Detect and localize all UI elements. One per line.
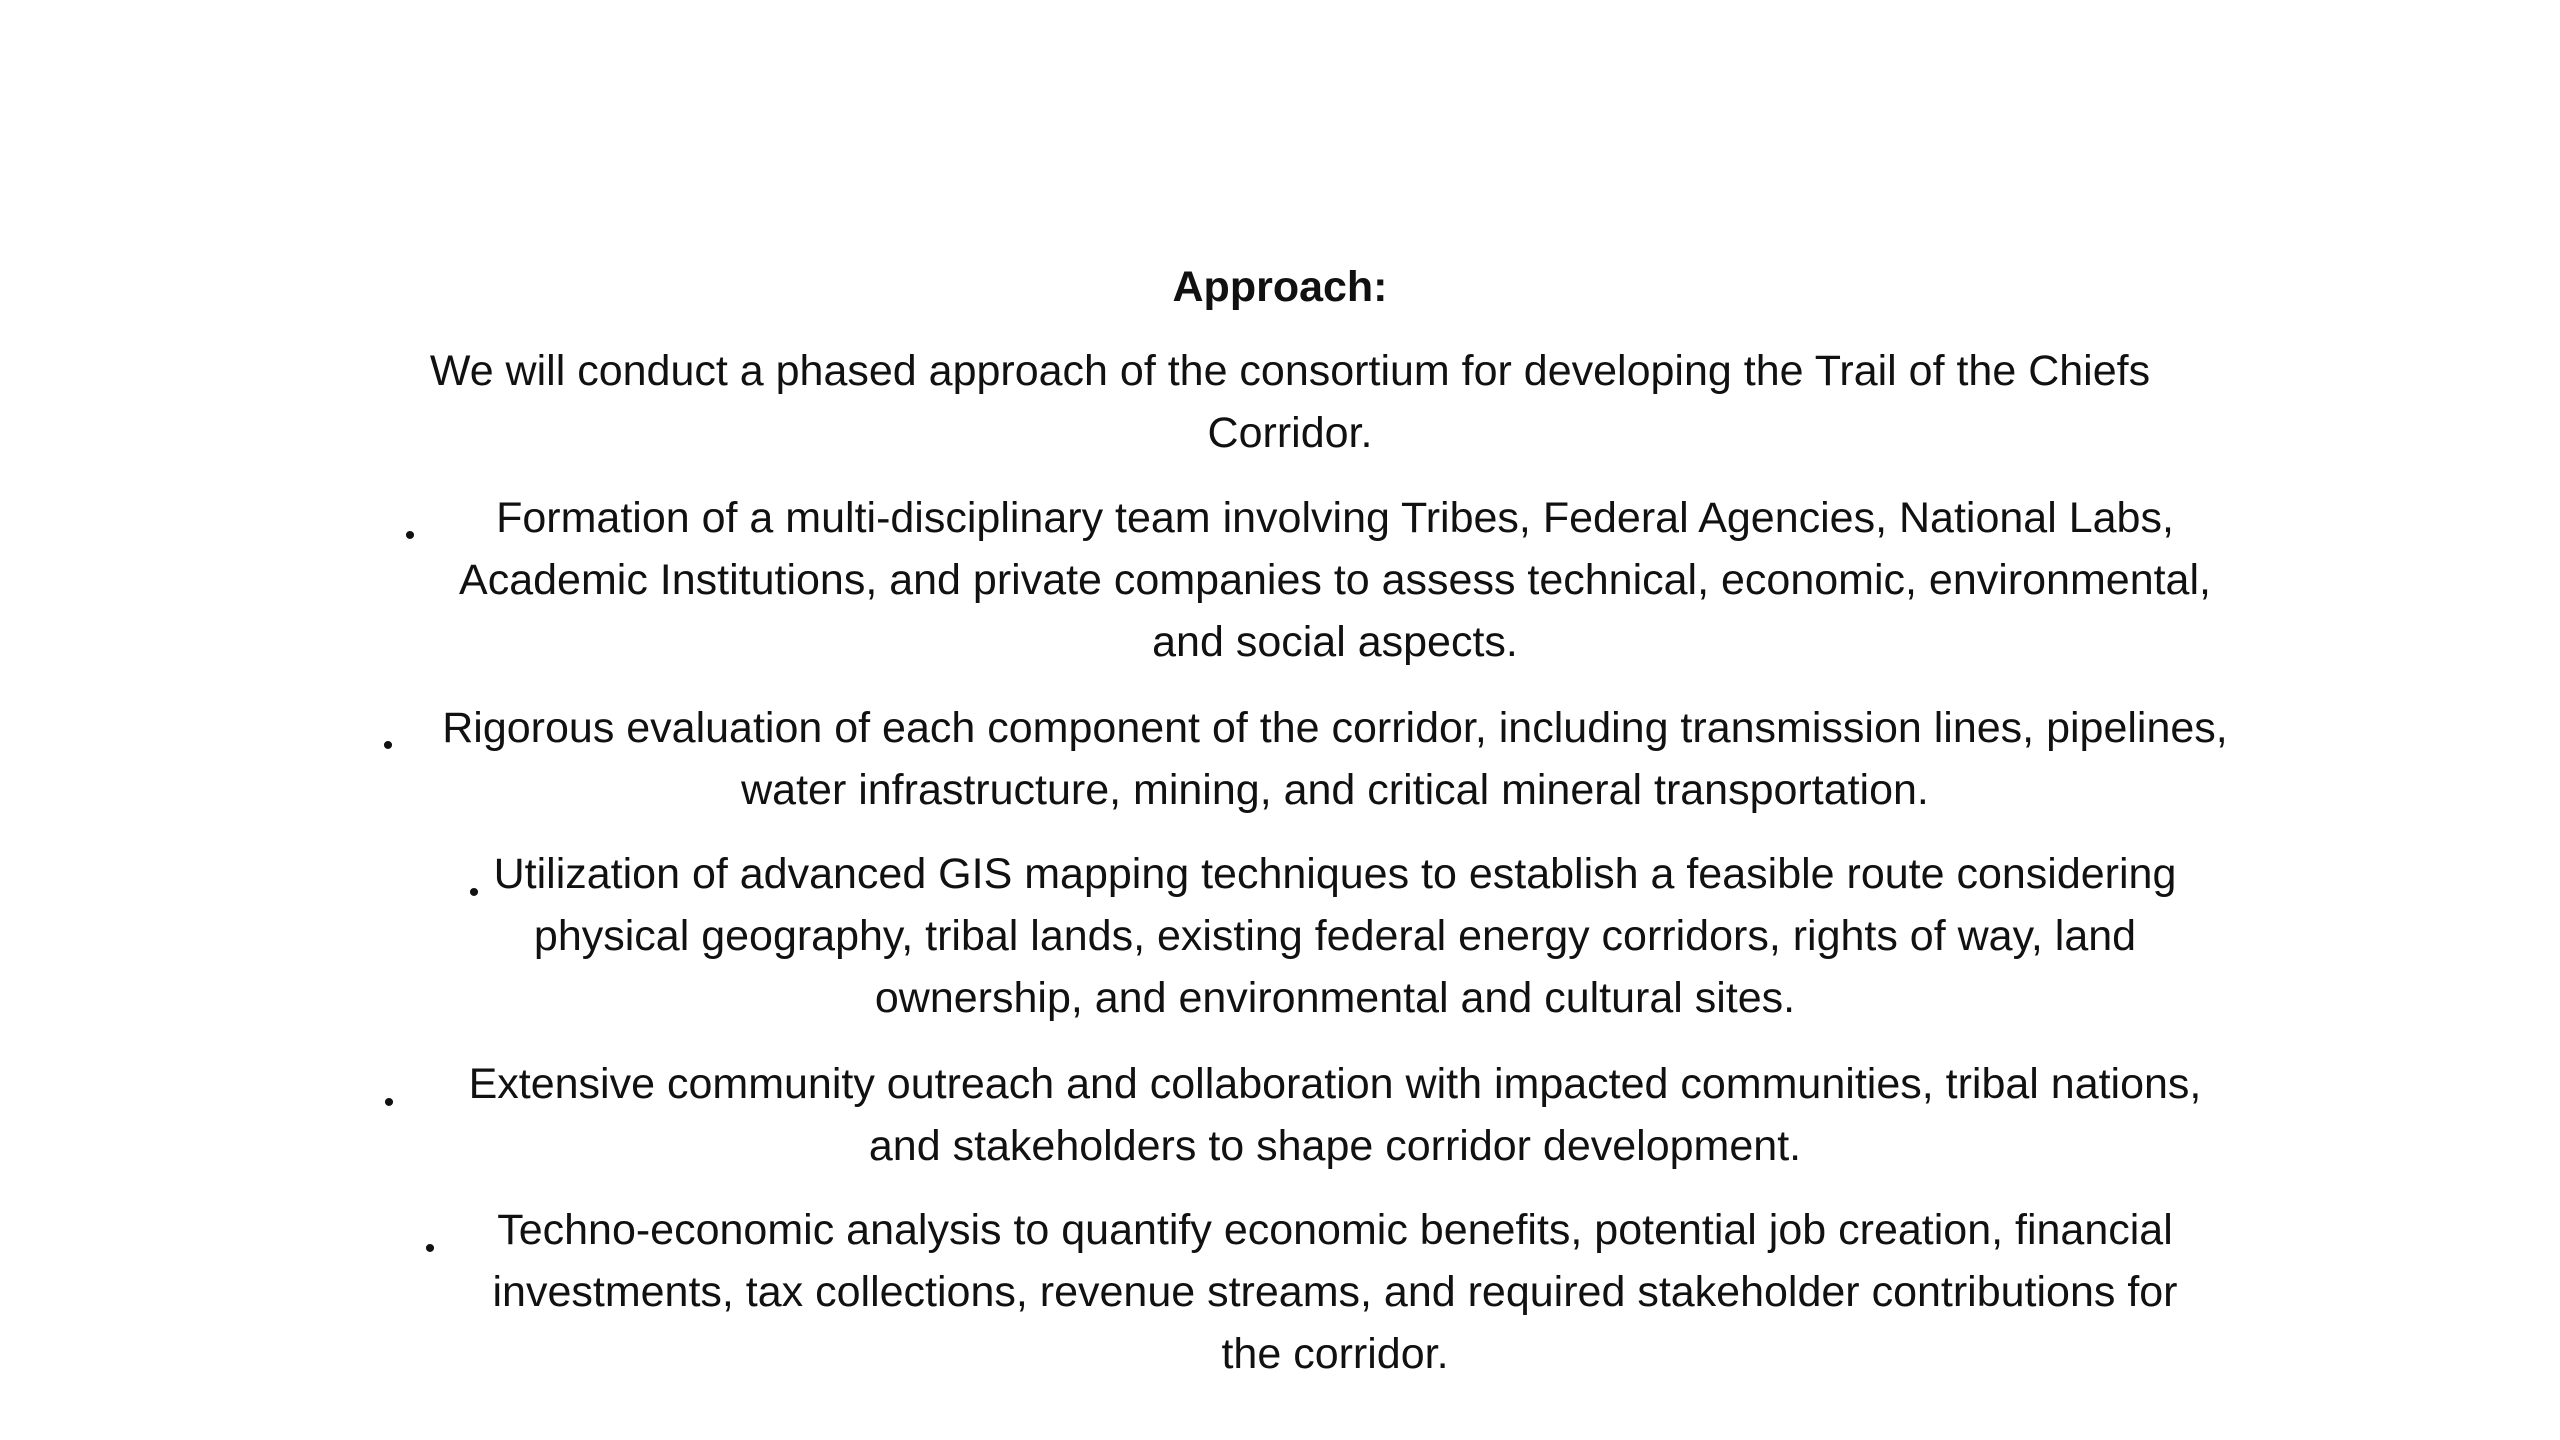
bullet-item-team-formation: Formation of a multi-disciplinary team involving Tribes, Federal Agencies, National Labs, Academic Institutions, and private companies to assess technical, economic, environmental, and social aspects. xyxy=(459,494,2211,666)
bullet-item-community-outreach: Extensive community outreach and collaboration with impacted communities, tribal nations, and stakeholders to shape corridor development. xyxy=(468,1060,2202,1170)
section-heading: Approach: xyxy=(1172,263,1388,311)
bullet-marker: • xyxy=(382,729,394,762)
bullet-item-component-evaluation: Rigorous evaluation of each component of the corridor, including transmission lines, pipelines, water infrastructure, mining, and critical mineral transportation. xyxy=(442,704,2228,814)
bullet-marker: • xyxy=(424,1232,436,1265)
bullet-marker: • xyxy=(383,1086,395,1119)
bullet-marker: • xyxy=(404,519,416,552)
intro-paragraph: We will conduct a phased approach of the consortium for developing the Trail of the Chiefs Corridor. xyxy=(429,347,2151,457)
bullet-marker: • xyxy=(468,876,480,909)
bullet-item-gis-mapping: Utilization of advanced GIS mapping techniques to establish a feasible route considering physical geography, tribal lands, existing federal energy corridors, rights of way, land ownership, and environmental and cultural sites. xyxy=(493,850,2177,1022)
bullet-item-techno-economic-analysis: Techno-economic analysis to quantify economic benefits, potential job creation, financial investments, tax collections, revenue streams, and required stakeholder contributions for the corridor. xyxy=(492,1206,2178,1378)
